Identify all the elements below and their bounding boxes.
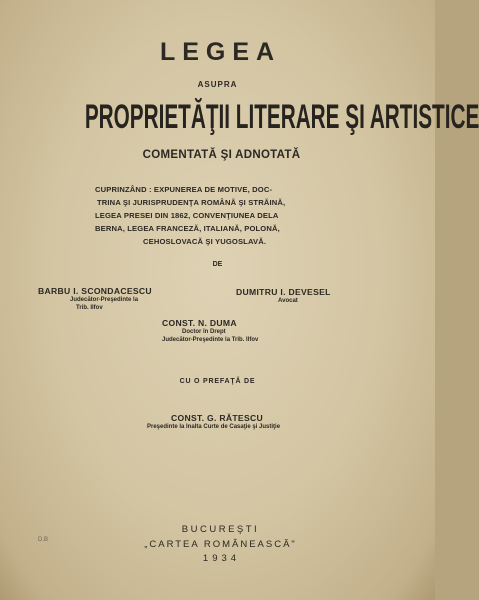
author-title: Trib. Ilfov <box>76 305 103 311</box>
preface-author-name: CONST. G. RĂTESCU <box>171 413 263 423</box>
contents-line: BERNA, LEGEA FRANCEZĂ, ITALIANĂ, POLONĂ, <box>95 224 280 233</box>
imprint-city: BUCUREŞTI <box>181 524 260 535</box>
imprint-year: 1934 <box>202 553 241 564</box>
author-duma <box>162 318 258 344</box>
contents-line: TRINA ŞI JURISPRUDENŢA ROMÂNĂ ŞI STRĂINĂ, <box>97 198 286 207</box>
author-title: Judecător-Preşedinte la <box>70 297 139 303</box>
title-asupra: ASUPRA <box>197 80 238 89</box>
preface-label: CU O PREFAŢĂ DE <box>179 378 256 385</box>
preface-author <box>147 413 280 431</box>
author-title: Judecător-Preşedinte la Trib. Ilfov <box>162 337 259 343</box>
author-scondacescu <box>38 286 152 312</box>
pencil-mark: D.B <box>38 537 49 543</box>
contents-description <box>95 183 343 248</box>
author-title: Doctor în Drept <box>182 329 226 335</box>
author-title: Avocat <box>278 298 298 304</box>
title-legea: LEGEA <box>159 38 282 66</box>
subtitle: COMENTATĂ ŞI ADNOTATĂ <box>142 149 301 161</box>
main-title: PROPRIETĂŢII LITERARE ŞI ARTISTICE <box>84 98 479 136</box>
imprint-publisher: „CARTEA ROMÂNEASCĂ" <box>144 539 297 550</box>
author-devesel <box>236 287 331 305</box>
contents-line: CEHOSLOVACĂ ŞI YUGOSLAVĂ. <box>143 237 267 246</box>
preface-author-title: Preşedinte la Inalta Curte de Casaţie şi Justiţie <box>147 424 281 430</box>
contents-line: LEGEA PRESEI DIN 1862, CONVENŢIUNEA DELA <box>95 211 279 220</box>
author-name: DUMITRU I. DEVESEL <box>236 287 331 297</box>
author-name: BARBU I. SCONDACESCU <box>38 286 152 296</box>
by-label: DE <box>212 261 223 268</box>
author-name: CONST. N. DUMA <box>162 318 237 328</box>
contents-line: CUPRINZÂND : EXPUNEREA DE MOTIVE, DOC- <box>95 185 273 194</box>
